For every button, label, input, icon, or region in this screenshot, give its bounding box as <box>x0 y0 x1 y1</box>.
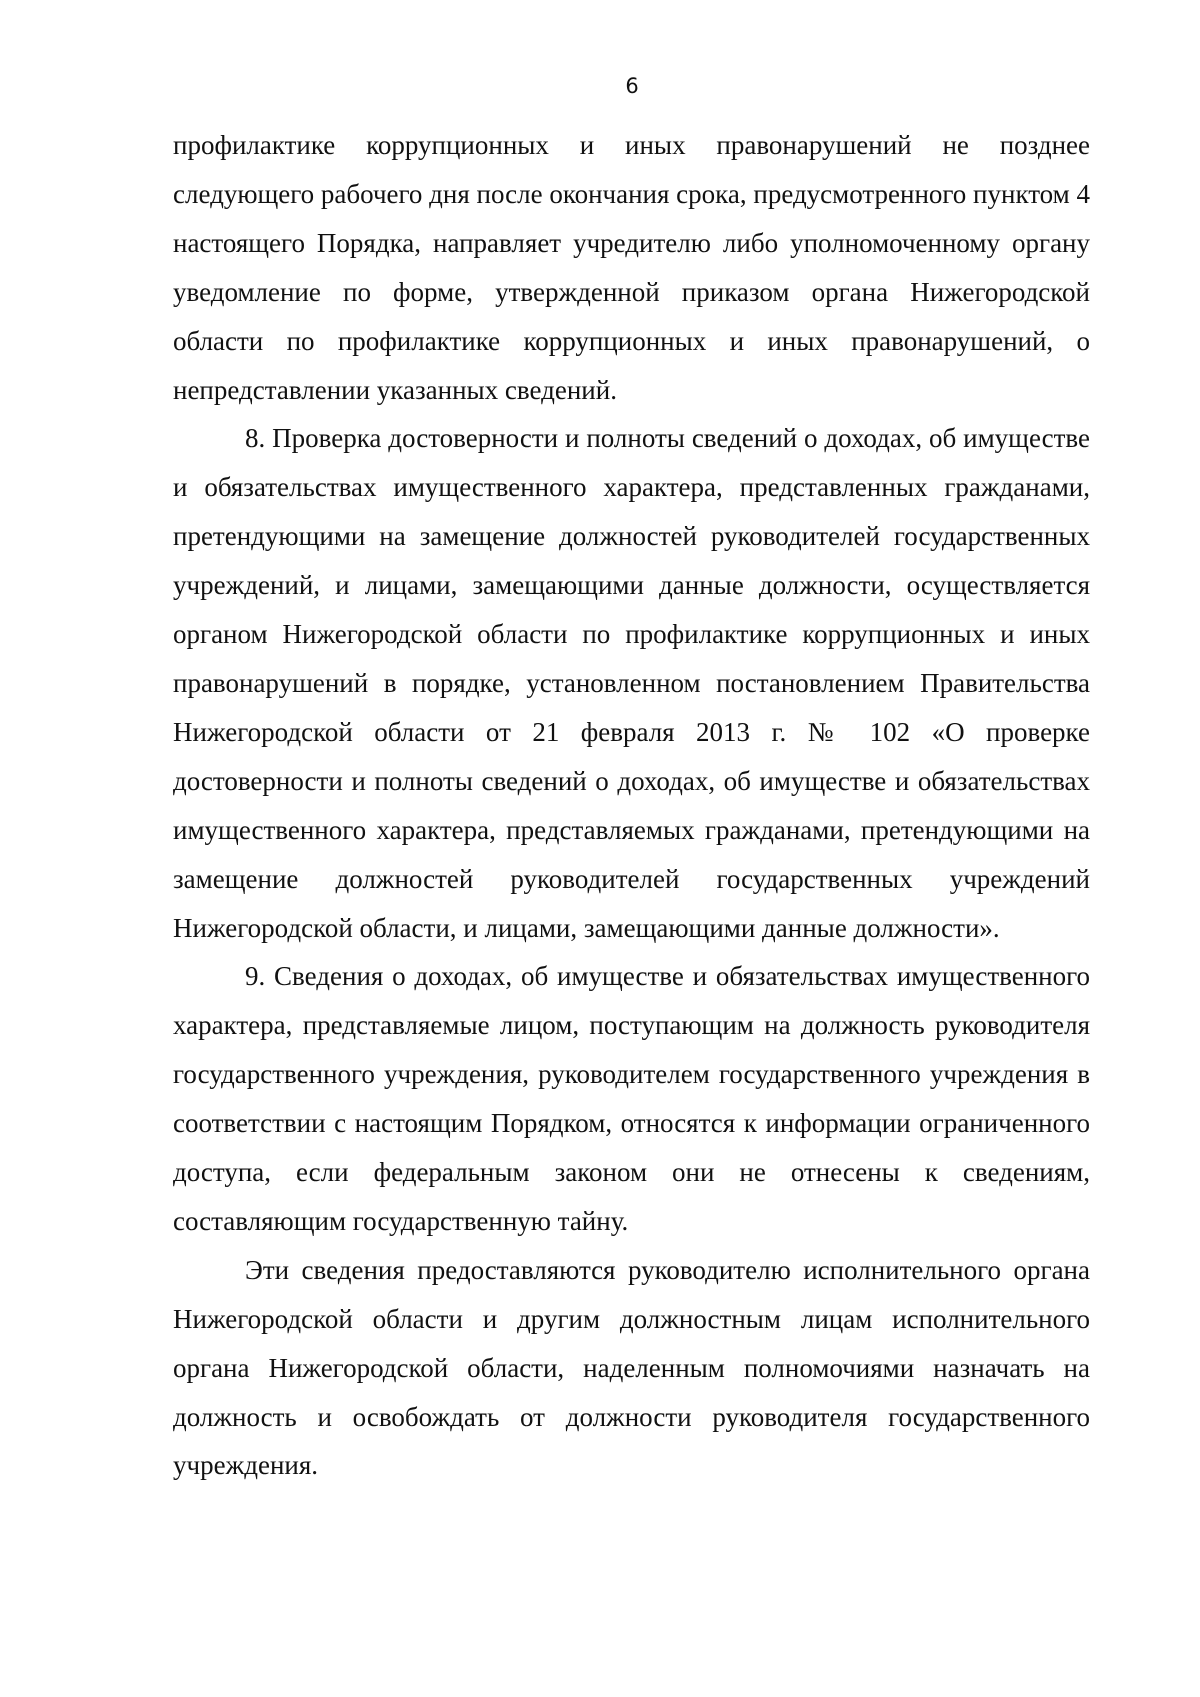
paragraph-item-9: 9. Сведения о доходах, об имуществе и обязательствах имущественного характера, представляемые лицом, поступающим на должность руководителя государственного учреждения, руководителем государственного учреждения в соответствии с настоящим Порядком, относятся к информации ограниченного доступа, если федеральным законом они не отнесены к сведениям, составляющим государственную тайну. <box>173 961 1090 1236</box>
paragraph-item-9-continued: Эти сведения предоставляются руководителю исполнительного органа Нижегородской области и другим должностным лицам исполнительного органа Нижегородской области, наделенным полномочиями назначать на должность и освобождать от должности руководителя государственного учреждения. <box>173 1254 1090 1481</box>
page-number: 6 <box>625 74 639 98</box>
paragraph-continuation: профилактике коррупционных и иных правонарушений не позднее следующего рабочего дня после окончания срока, предусмотренного пунктом 4 настоящего Порядка, направляет учредителю либо уполномоченному органу уведомление по форме, утвержденной приказом органа Нижегородской области по профилактике коррупционных и иных правонарушений, о непредставлении указанных сведений. <box>173 130 1090 405</box>
paragraph-item-8: 8. Проверка достоверности и полноты сведений о доходах, об имуществе и обязательствах имущественного характера, представленных гражданами, претендующими на замещение должностей руководителей государственных учреждений, и лицами, замещающими данные должности, осуществляется органом Нижегородской области по профилактике коррупционных и иных правонарушений в порядке, установленном постановлением Правительства Нижегородской области от 21 февраля 2013 г. № 102 «О проверке достоверности и полноты сведений о доходах, об имуществе и обязательствах имущественного характера, представляемых гражданами, претендующими на замещение должностей руководителей государственных учреждений Нижегородской области, и лицами, замещающими данные должности». <box>173 423 1090 943</box>
document-body <box>173 121 1090 1490</box>
